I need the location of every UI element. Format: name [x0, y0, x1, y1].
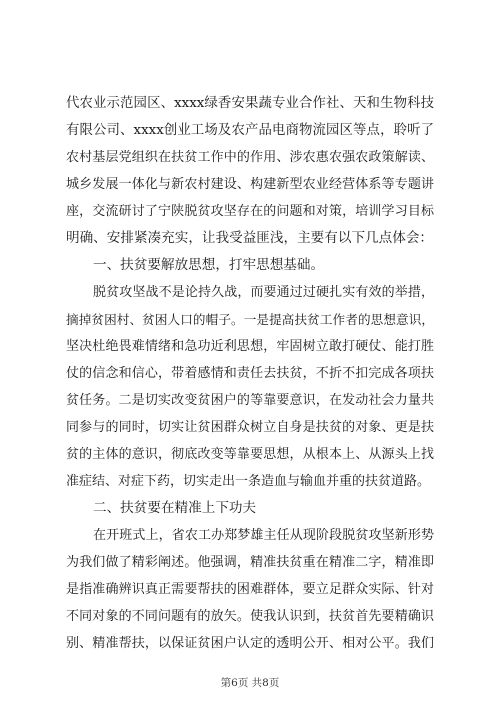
text-line: 不同对象的不同问题有的放矢。使我认识到，扶贫首先要精确识 [66, 609, 434, 624]
text-line: 有限公司、xxxx创业工场及农产品电商物流园区等点，聆听了 [66, 123, 434, 138]
section-heading: 一、扶贫要解放思想，打牢思想基础。 [93, 257, 325, 273]
text-line: 代农业示范园区、xxxx绿香安果蔬专业合作社、天和生物科技 [66, 96, 434, 111]
text-line: 是指准确辨识真正需要帮扶的困难群体，要立足群众实际、针对 [66, 582, 434, 597]
text-line: 为我们做了精彩阐述。他强调，精准扶贫重在精准二字，精准即 [66, 555, 434, 570]
text-line: 坚决杜绝畏难情绪和急功近利思想，牢固树立敢打硬仗、能打胜 [66, 339, 434, 354]
text-line: 在开班式上，省农工办郑梦雄主任从现阶段脱贫攻坚新形势 [93, 528, 434, 543]
text-line: 脱贫攻坚战不是论持久战，而要通过过硬扎实有效的举措， [93, 285, 434, 300]
text-line: 贫的主体的意识，彻底改变等靠要思想，从根本上、从源头上找 [66, 447, 434, 462]
text-line: 仗的信念和信心，带着感情和责任去扶贫，不折不扣完成各项扶 [66, 366, 434, 381]
text-line: 摘掉贫困村、贫困人口的帽子。一是提高扶贫工作者的思想意识， [66, 312, 434, 327]
text-line: 准症结、对症下药，切实走出一条造血与输血并重的扶贫道路。 [66, 474, 431, 489]
text-line: 农村基层党组织在扶贫工作中的作用、涉农惠农强农政策解读、 [66, 150, 434, 165]
section-heading: 二、扶贫要在精准上下功夫 [93, 500, 257, 516]
text-line: 同参与的同时，切实让贫困群众树立自身是扶贫的对象、更是扶 [66, 420, 434, 435]
text-line: 座，交流研讨了宁陕脱贫攻坚存在的问题和对策，培训学习目标 [66, 204, 434, 219]
text-line: 城乡发展一体化与新农村建设、构建新型农业经营体系等专题讲 [66, 177, 434, 192]
page-number: 第6页 共8页 [220, 677, 280, 689]
text-line: 别、精准帮扶，以保证贫困户认定的透明公开、相对公平。我们 [66, 636, 434, 651]
text-line: 贫任务。二是切实改变贫困户的等靠要意识，在发动社会力量共 [66, 393, 434, 408]
body-text [66, 90, 434, 657]
text-line: 明确、安排紧凑充实，让我受益匪浅，主要有以下几点体会： [66, 230, 434, 246]
